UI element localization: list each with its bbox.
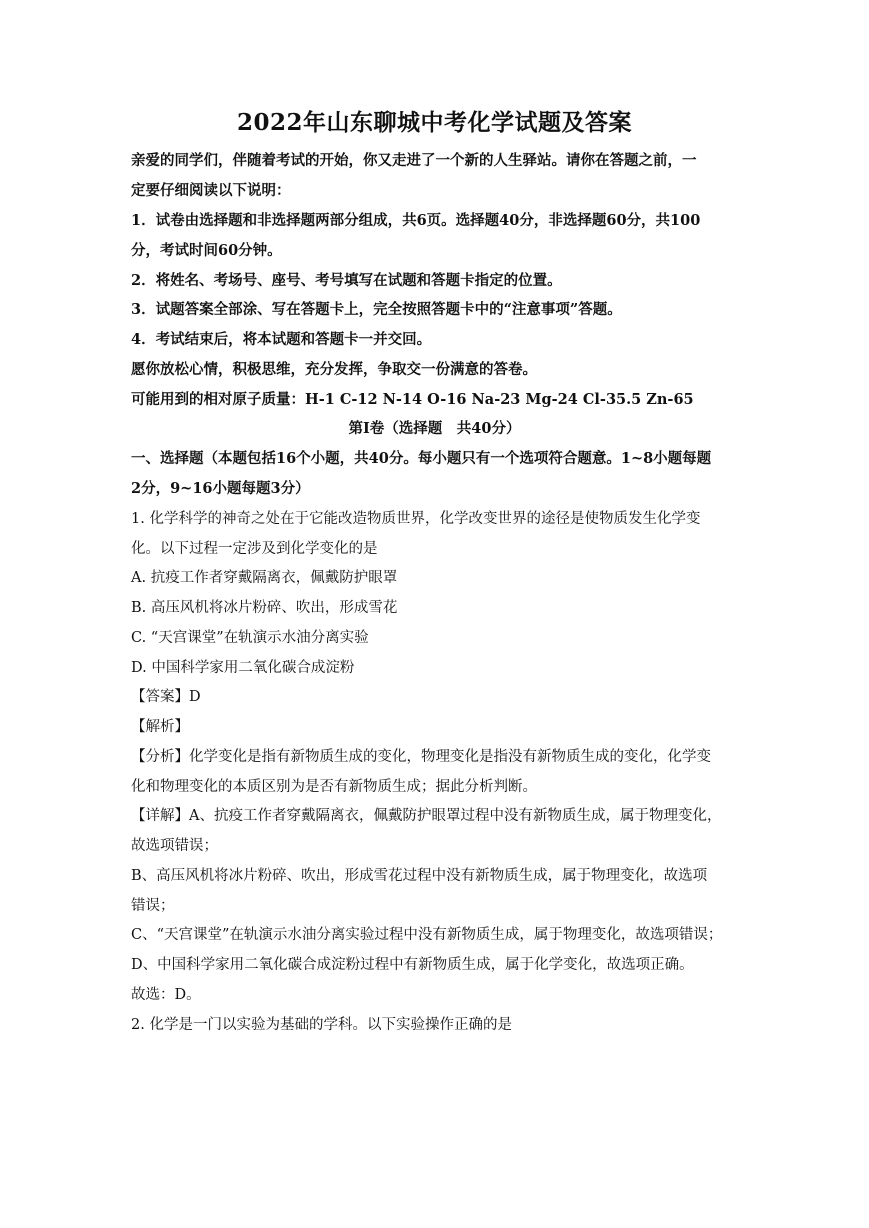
question-1-option-a: A. 抗疫工作者穿戴隔离衣，佩戴防护眼罩	[131, 570, 398, 586]
analysis-line: 故选项错误；	[131, 838, 218, 854]
analysis-line: 故选：D。	[131, 987, 201, 1003]
question-1-option-c: C. “天宫课堂”在轨演示水油分离实验	[131, 630, 369, 646]
question-1-option-b: B. 高压风机将冰片粉碎、吹出，形成雪花	[131, 600, 398, 616]
analysis-line: 错误；	[131, 898, 175, 914]
analysis-line: 【分析】化学变化是指有新物质生成的变化，物理变化是指没有新物质生成的变化，化学变	[131, 749, 711, 765]
encouragement-line: 愿你放松心情，积极思维，充分发挥，争取交一份满意的答卷。	[131, 361, 537, 378]
analysis-line: C、“天宫课堂”在轨演示水油分离实验过程中没有新物质生成，属于物理变化，故选项错误；	[131, 927, 723, 943]
question-1-analysis-heading: 【解析】	[131, 719, 189, 735]
instruction-3: 3．试题答案全部涂、写在答题卡上，完全按照答题卡中的“注意事项”答题。	[131, 301, 622, 318]
part-heading-line: 2分，9~16小题每题3分）	[131, 480, 310, 497]
analysis-line: D、中国科学家用二氧化碳合成淀粉过程中有新物质生成，属于化学变化，故选项正确。	[131, 957, 694, 973]
instruction-1-line: 分，考试时间60分钟。	[131, 242, 282, 259]
analysis-line: B、高压风机将冰片粉碎、吹出，形成雪花过程中没有新物质生成，属于物理变化，故选项	[131, 868, 708, 884]
instruction-1-line: 1．试卷由选择题和非选择题两部分组成，共6页。选择题40分，非选择题60分，共100	[131, 212, 701, 229]
question-2-stem: 2. 化学是一门以实验为基础的学科。以下实验操作正确的是	[131, 1017, 512, 1033]
question-1-option-d: D. 中国科学家用二氧化碳合成淀粉	[131, 660, 355, 676]
question-1-answer: 【答案】D	[131, 689, 201, 705]
analysis-line: 化和物理变化的本质区别为是否有新物质生成；据此分析判断。	[131, 779, 537, 795]
instruction-2: 2．将姓名、考场号、座号、考号填写在试题和答题卡指定的位置。	[131, 272, 562, 289]
question-1-stem: 化。以下过程一定涉及到化学变化的是	[131, 541, 378, 557]
atomic-mass-line: 可能用到的相对原子质量：H-1 C-12 N-14 O-16 Na-23 Mg-24 Cl-35.5 Zn-65	[131, 391, 694, 408]
part-heading-line: 一、选择题（本题包括16个小题，共40分。每小题只有一个选项符合题意。1~8小题每题	[131, 450, 712, 467]
document-title: 2022年山东聊城中考化学试题及答案	[236, 109, 632, 136]
section-heading: 第Ⅰ卷（选择题 共40分）	[348, 420, 521, 437]
intro-line: 定要仔细阅读以下说明：	[131, 182, 291, 199]
question-1-stem: 1. 化学科学的神奇之处在于它能改造物质世界，化学改变世界的途径是使物质发生化学变	[131, 511, 701, 527]
analysis-line: 【详解】A、抗疫工作者穿戴隔离衣，佩戴防护眼罩过程中没有新物质生成，属于物理变化，	[131, 808, 722, 824]
instruction-4: 4．考试结束后，将本试题和答题卡一并交回。	[131, 331, 432, 348]
intro-line: 亲爱的同学们，伴随着考试的开始，你又走进了一个新的人生驿站。请你在答题之前，一	[131, 152, 697, 169]
